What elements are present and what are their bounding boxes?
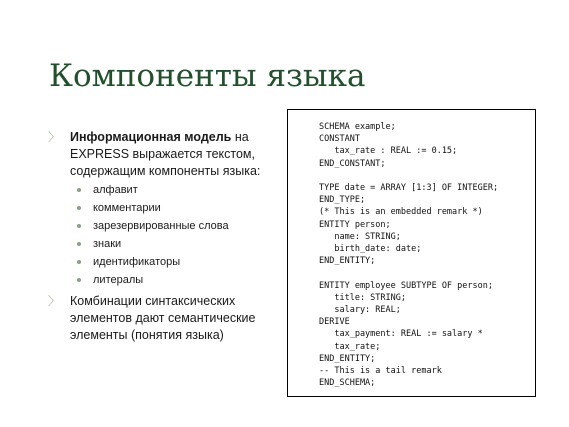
bullet-text bbox=[70, 129, 278, 180]
bullet-information-model bbox=[48, 129, 278, 180]
list-item-label: алфавит bbox=[93, 184, 138, 196]
list-item bbox=[77, 273, 229, 291]
bullet-dot-icon bbox=[77, 224, 81, 228]
bullet-dot-icon bbox=[77, 242, 81, 246]
bullet-marker-icon: 〉 bbox=[48, 130, 61, 144]
list-item-label: знаки bbox=[93, 238, 122, 250]
bullet-dot-icon bbox=[77, 188, 81, 192]
list-item bbox=[77, 201, 229, 219]
list-item bbox=[77, 237, 229, 255]
list-item-label: комментарии bbox=[93, 202, 161, 214]
bullet-bold-text: Информационная модель bbox=[70, 130, 232, 144]
code-example: SCHEMA example; CONSTANT tax_rate : REAL := 0.15; END_CONSTANT; TYPE date = ARRAY [1:3] OF INTEGER; END_TYPE; (* This is an embedded remark *) ENTITY person; name: STRING; birth_date: date; END_ENTITY; ENTITY employee SUBTYPE OF person; title: STRING; salary: REAL; DERIVE tax_payment: REAL := salary * tax_rate; END_ENTITY; -- This is a tail remark END_SCHEMA; bbox=[319, 122, 499, 389]
bullet-syntax-combinations bbox=[48, 293, 278, 344]
components-list bbox=[77, 183, 229, 291]
slide-title: Компоненты языка bbox=[49, 58, 366, 94]
list-item-label: идентификаторы bbox=[93, 256, 181, 268]
list-item bbox=[77, 183, 229, 201]
list-item-label: зарезервированные слова bbox=[93, 220, 229, 232]
bullet-rest-text: на EXPRESS выражается текстом, содержащим компоненты языка: bbox=[70, 130, 261, 178]
bullet-dot-icon bbox=[77, 206, 81, 210]
list-item bbox=[77, 219, 229, 237]
bullet-dot-icon bbox=[77, 260, 81, 264]
bullet-dot-icon bbox=[77, 278, 81, 282]
list-item bbox=[77, 255, 229, 273]
bullet-marker-icon: 〉 bbox=[48, 294, 61, 308]
bullet-text: Комбинации синтаксических элементов дают семантические элементы (понятия языка) bbox=[70, 294, 256, 342]
list-item-label: литералы bbox=[93, 274, 144, 286]
code-example-box bbox=[287, 109, 536, 397]
